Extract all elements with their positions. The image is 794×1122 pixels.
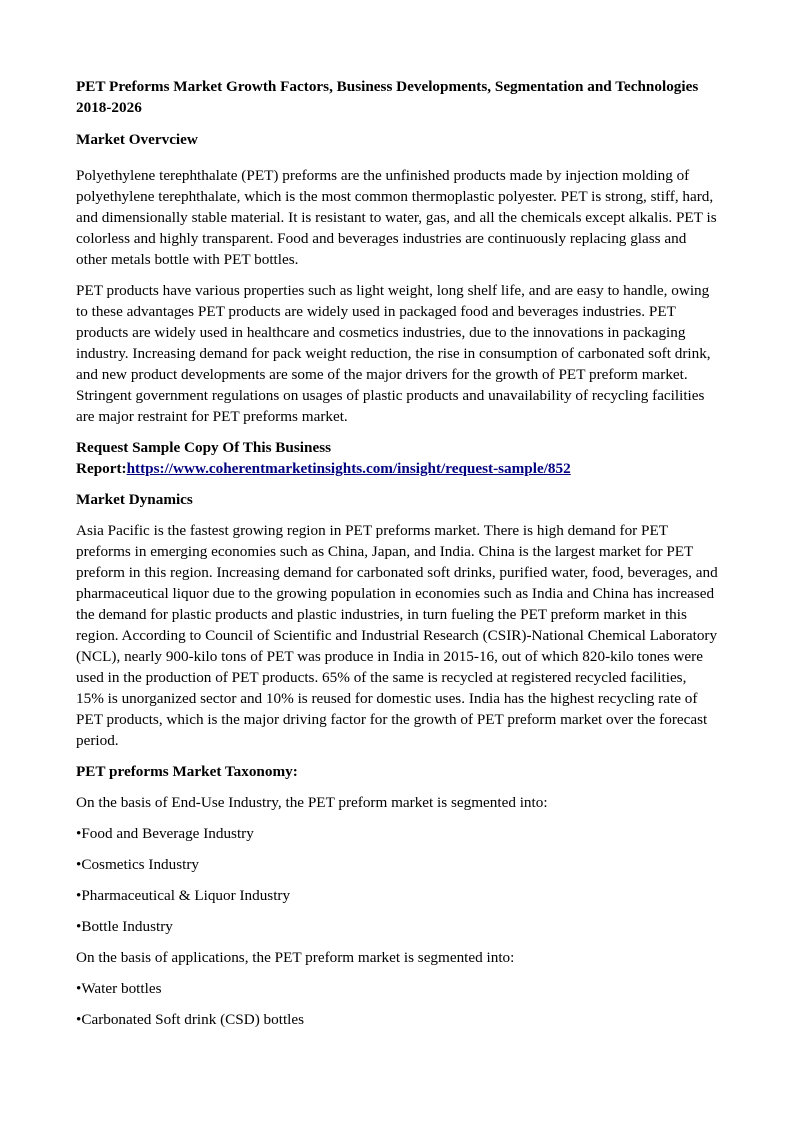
end-use-item-cosmetics: •Cosmetics Industry <box>76 856 200 873</box>
request-sample-link[interactable]: https://www.coherentmarketinsights.com/insight/request-sample/852 <box>126 460 571 477</box>
end-use-item-bottle: •Bottle Industry <box>76 918 173 935</box>
market-overview-heading: Market Overvciew <box>76 131 198 148</box>
request-report-label: Report: <box>76 460 127 477</box>
request-sample-block <box>76 437 718 479</box>
market-taxonomy-heading: PET preforms Market Taxonomy: <box>76 763 298 780</box>
end-use-item-pharmaceutical: •Pharmaceutical & Liquor Industry <box>76 887 291 904</box>
market-dynamics-heading: Market Dynamics <box>76 491 193 508</box>
application-item-water-bottles: •Water bottles <box>76 980 162 997</box>
end-use-intro: On the basis of End-Use Industry, the PET preform market is segmented into: <box>76 794 548 811</box>
overview-paragraph-2: PET products have various properties such as light weight, long shelf life, and are easy to handle, owing to these advantages PET products are widely used in packaged food and beverages industries. PET products are widely used in healthcare and cosmetics industries, due to the innovations in packaging industry. Increasing demand for pack weight reduction, the rise in consumption of carbonated soft drink, and new product developments are some of the major drivers for the growth of PET preform market. Stringent government regulations on usages of plastic products and unavailability of recycling facilities are major restraint for PET preforms market. <box>76 282 711 425</box>
end-use-item-food-beverage: •Food and Beverage Industry <box>76 825 254 842</box>
overview-paragraph-1: Polyethylene terephthalate (PET) preforms are the unfinished products made by injection molding of polyethylene terephthalate, which is the most common thermoplastic polyester. PET is strong, stiff, hard, and dimensionally stable material. It is resistant to water, gas, and all the chemicals except alkalis. PET is colorless and highly transparent. Food and beverages industries are continuously replacing glass and other metals bottle with PET bottles. <box>76 167 717 268</box>
document-title: PET Preforms Market Growth Factors, Business Developments, Segmentation and Technologies 2018-2026 <box>76 78 699 116</box>
market-dynamics-paragraph: Asia Pacific is the fastest growing region in PET preforms market. There is high demand for PET preforms in emerging economies such as China, Japan, and India. China is the largest market for PET preform in this region. Increasing demand for carbonated soft drinks, purified water, food, beverages, and pharmaceutical liquor due to the growing population in economies such as India and China has increased the demand for plastic products and plastic industries, in turn fueling the PET preform market in this region. According to Council of Scientific and Industrial Research (CSIR)-National Chemical Laboratory (NCL), nearly 900-kilo tons of PET was produce in India in 2015-16, out of which 820-kilo tones were used in the production of PET products. 65% of the same is recycled at registered recycled facilities, 15% is unorganized sector and 10% is reused for domestic uses. India has the highest recycling rate of PET products, which is the major driving factor for the growth of PET preform market over the forecast period. <box>76 522 718 749</box>
application-item-csd-bottles: •Carbonated Soft drink (CSD) bottles <box>76 1011 305 1028</box>
request-sample-text: Request Sample Copy Of This Business <box>76 439 332 456</box>
document-page <box>76 76 718 1040</box>
applications-intro: On the basis of applications, the PET preform market is segmented into: <box>76 949 515 966</box>
